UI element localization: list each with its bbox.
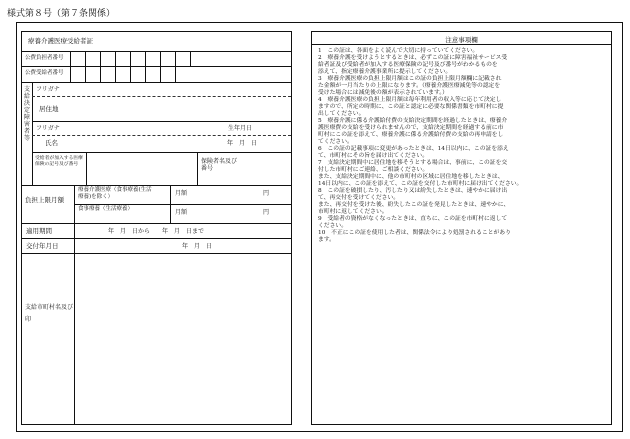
- certificate-panel: [21, 31, 292, 425]
- note-line: ます。: [318, 237, 335, 243]
- recipient-number-label: 公費受給者番号: [25, 70, 64, 76]
- note-line: 5 療養介護に係る介護給付費の支給決定期間を経過したときは、療養介: [318, 118, 508, 124]
- decision-holder-side-label: 支給決定障害者等: [23, 86, 30, 142]
- recipient-digit-cell[interactable]: [145, 66, 160, 82]
- period-field[interactable]: 年 月 日から 年 月 日まで: [108, 228, 205, 235]
- note-line: また、支給決定期間中に、他の市町村の区域に居住地を移したときは、: [318, 174, 504, 180]
- note-line: ますので、所定の時期に、この証と認定に必要な関係書類を市町村に提: [318, 104, 504, 110]
- note-line: 6 この証の記載事項に変更があったときは、14日以内に、この証を添え: [318, 146, 509, 152]
- note-line: 9 受給者の資格がなくなったときは、直ちに、この証を市町村に返して: [318, 216, 508, 222]
- note-line: て、再交付を受けてください。: [318, 195, 400, 201]
- payer-digit-cell[interactable]: [160, 51, 175, 66]
- name-furigana-label: フリガナ: [36, 125, 60, 132]
- birthdate-label: 生年月日: [228, 125, 253, 132]
- limit-row2-label: 食事療養（生活療養）: [78, 206, 134, 212]
- issue-date-field[interactable]: 年 月 日: [182, 243, 213, 250]
- insurer-number-label: 受給者が加入する医療保険の記号及び番号: [35, 156, 83, 167]
- recipient-digit-cell[interactable]: [100, 66, 115, 82]
- note-line: 4 療養介護医療の負担上限月額は毎年利用者の収入等に応じて決定し: [318, 97, 502, 103]
- yen-1: 円: [263, 190, 270, 197]
- note-line: 市町村に返してください。: [318, 209, 388, 215]
- furigana-label: フリガナ: [36, 86, 60, 93]
- note-line: 護医療費の支給を受けられませんので、支給決定期間を経過する前に市: [318, 125, 504, 131]
- payer-digit-cell[interactable]: [70, 51, 85, 66]
- note-line: 7 支給決定期間中に居住地を移そうとする場合は、事前に、この証を交: [318, 160, 508, 166]
- issue-date-label: 交付年月日: [26, 242, 59, 250]
- note-line: 受けた場合には減免後の額が表示されています。）: [318, 90, 448, 96]
- recipient-digit-cell[interactable]: [70, 66, 85, 82]
- address-label: 居住地: [39, 105, 59, 113]
- recipient-digit-cell[interactable]: [85, 66, 100, 82]
- municipality-seal-area: [75, 254, 291, 424]
- note-line: また、再交付を受けた後、紛失したこの証を発見したときは、速やかに、: [318, 202, 510, 208]
- limit-label: 負担上限月額: [25, 196, 64, 204]
- certificate-title: 療養介護医療受給者証: [28, 37, 93, 45]
- note-line: 添えて、指定療養介護事業所に提示してください。: [318, 69, 452, 75]
- note-line: 出してください。: [318, 111, 365, 117]
- payer-digit-cell[interactable]: [115, 51, 130, 66]
- monthly-label-2: 月額: [175, 209, 188, 216]
- note-line: 町村にこの証を添えて、療養介護に係る介護給付費の支給の再申請をし: [318, 132, 504, 138]
- form-number-caption: 様式第８号（第７条関係）: [7, 9, 116, 19]
- recipient-digit-cell[interactable]: [160, 66, 175, 82]
- monthly-label-1: 月額: [175, 190, 188, 197]
- note-line: 8 この証を破損したり、汚したり又は紛失したときは、速やかに届け出: [318, 188, 508, 194]
- payer-digit-cell[interactable]: [175, 51, 190, 66]
- notes-title: 注意事項欄: [445, 36, 478, 44]
- note-line: ください。: [318, 223, 347, 229]
- birthdate-field[interactable]: 年 月 日: [227, 140, 258, 147]
- notes-panel: [311, 31, 612, 425]
- note-line: て、市町村にその旨を届け出てください。: [318, 153, 429, 159]
- payer-digit-cell[interactable]: [130, 51, 145, 66]
- note-line: 10 不正にこの証を使用した者は、関係法令により処罰されることがあり: [318, 230, 511, 236]
- note-line: 1 この証は、各面をよく読んで大切に持っていてください。: [318, 48, 479, 54]
- note-line: てください。: [318, 139, 353, 145]
- payer-digit-cell[interactable]: [100, 51, 115, 66]
- municipality-label: 支給市町村名及び印: [25, 304, 74, 323]
- payer-digit-cell[interactable]: [85, 51, 100, 66]
- payer-number-label: 公費負担者番号: [25, 55, 64, 61]
- note-line: 3 療養介護医療の負担上限月額はこの証の負担上限月額欄に記載され: [318, 76, 502, 82]
- note-line: 付した市町村にご連絡、ご相談ください。: [318, 167, 429, 173]
- recipient-digit-cell[interactable]: [130, 66, 145, 82]
- name-label: 氏名: [45, 139, 58, 147]
- limit-row1-label: 療養介護医療（食事療養(生活療養)を除く）: [78, 187, 152, 200]
- recipient-digit-cell[interactable]: [115, 66, 130, 82]
- note-line: た金額が一月当たりの上限になります。（療養介護医療減免等の認定を: [318, 83, 501, 89]
- note-line: 2 療養介護を受けようとするときは、必ずこの証に障害福祉サービス受: [318, 55, 508, 61]
- note-line: 14日以内に、この証を添えて、この証を交付した市町村に届け出てください。: [318, 181, 523, 187]
- yen-2: 円: [263, 209, 270, 216]
- insurer-name-label: 保険者名及び番号: [201, 158, 238, 172]
- payer-digit-cell[interactable]: [145, 51, 160, 66]
- note-line: 給者証及び受給者が加入する医療保険の記号及び番号がわかるものを: [318, 62, 498, 68]
- period-label: 適用期間: [26, 227, 52, 235]
